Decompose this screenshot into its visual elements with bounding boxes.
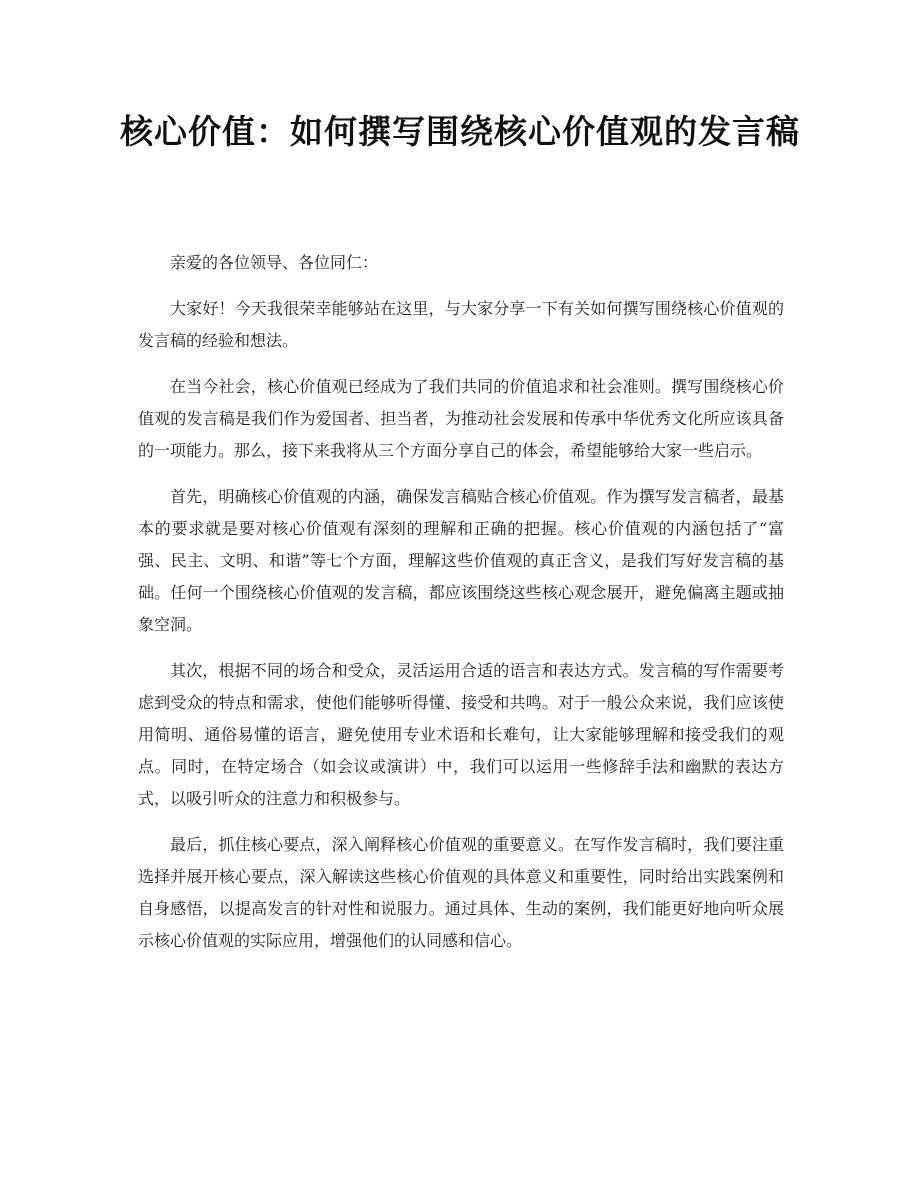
greeting-paragraph: 大家好！今天我很荣幸能够站在这里，与大家分享一下有关如何撰写围绕核心价值观的发言稿的经验和想法。 bbox=[138, 299, 784, 350]
salutation-paragraph: 亲爱的各位领导、各位同仁： bbox=[170, 253, 379, 272]
document-body bbox=[138, 247, 784, 971]
intro-paragraph: 在当今社会，核心价值观已经成为了我们共同的价值追求和社会准则。撰写围绕核心价值观的发言稿是我们作为爱国者、担当者，为推动社会发展和传承中华优秀文化所应该具备的一项能力。那么，接下来我将从三个方面分享自己的体会，希望能够给大家一些启示。 bbox=[138, 377, 784, 460]
second-point-paragraph: 其次，根据不同的场合和受众，灵活运用合适的语言和表达方式。发言稿的写作需要考虑到受众的特点和需求，使他们能够听得懂、接受和共鸣。对于一般公众来说，我们应该使用简明、通俗易懂的语言，避免使用专业术语和长难句，让大家能够理解和接受我们的观点。同时，在特定场合（如会议或演讲）中，我们可以运用一些修辞手法和幽默的表达方式，以吸引听众的注意力和积极参与。 bbox=[138, 661, 784, 808]
document-title: 核心价值：如何撰写围绕核心价值观的发言稿 bbox=[120, 112, 800, 151]
first-point-paragraph: 首先，明确核心价值观的内涵，确保发言稿贴合核心价值观。作为撰写发言稿者，最基本的要求就是要对核心价值观有深刻的理解和正确的把握。核心价值观的内涵包括了“富强、民主、文明、和谐”等七个方面，理解这些价值观的真正含义，是我们写好发言稿的基础。任何一个围绕核心价值观的发言稿，都应该围绕这些核心观念展开，避免偏离主题或抽象空洞。 bbox=[138, 487, 784, 634]
third-point-paragraph: 最后，抓住核心要点，深入阐释核心价值观的重要意义。在写作发言稿时，我们要注重选择并展开核心要点，深入解读这些核心价值观的具体意义和重要性，同时给出实践案例和自身感悟，以提高发言的针对性和说服力。通过具体、生动的案例，我们能更好地向听众展示核心价值观的实际应用，增强他们的认同感和信心。 bbox=[138, 835, 784, 950]
